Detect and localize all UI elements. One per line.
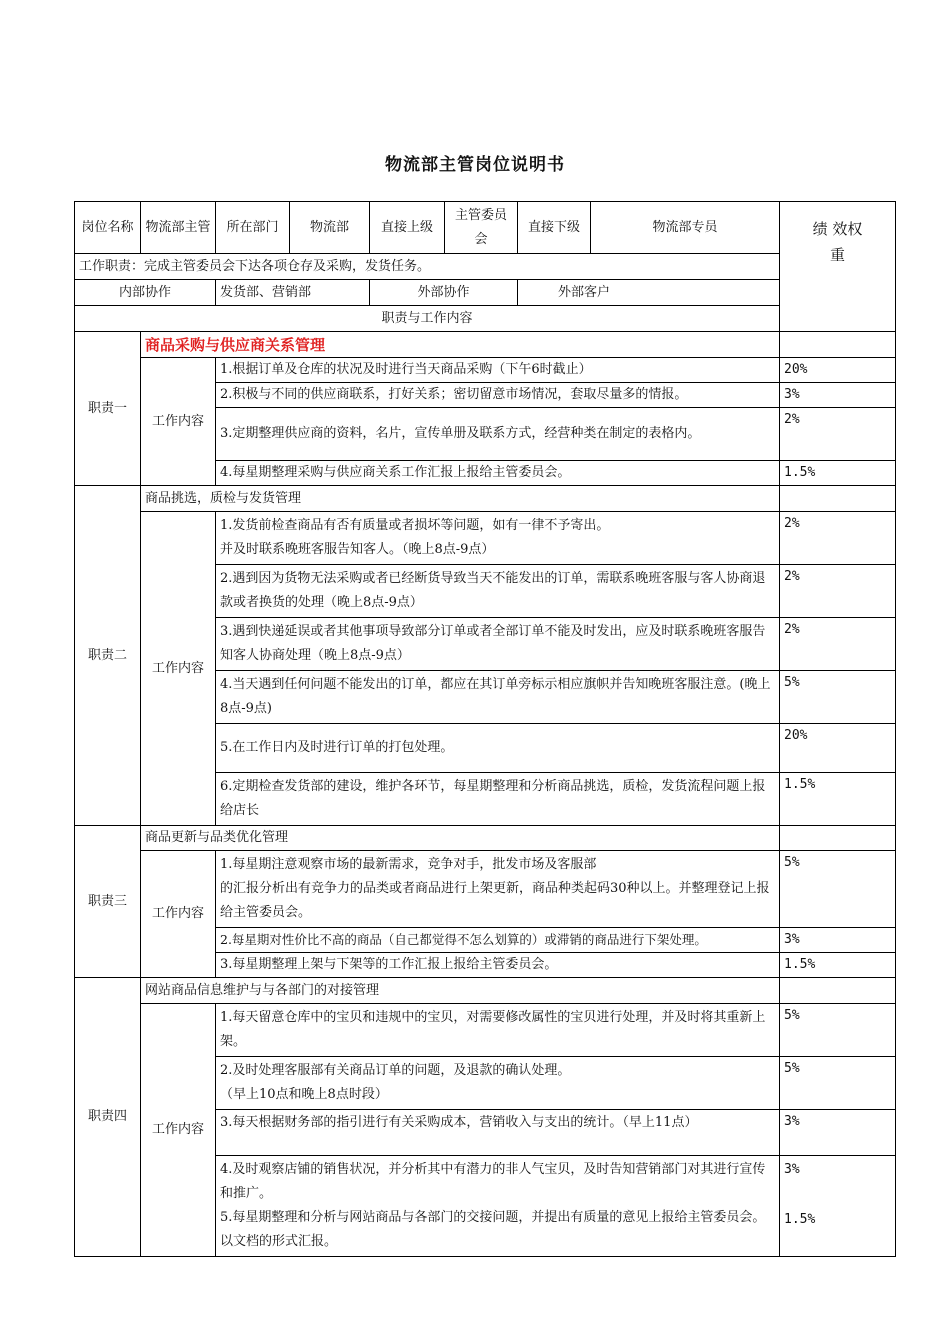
weight-value: 5% bbox=[780, 671, 896, 724]
duty-label: 职责二 bbox=[75, 486, 141, 826]
duty-label: 职责一 bbox=[75, 332, 141, 486]
duty-label: 职责三 bbox=[75, 826, 141, 978]
weight-value: 1.5% bbox=[780, 461, 896, 486]
weight-cell bbox=[780, 978, 896, 1004]
internal-value: 发货部、营销部 bbox=[216, 280, 370, 306]
duty-item-line: 并及时联系晚班客服告知客人。（晚上8点-9点） bbox=[220, 542, 495, 557]
duty-item-line: 1.每星期注意观察市场的最新需求，竞争对手，批发市场及客服部 bbox=[220, 857, 597, 872]
weight-value: 20% bbox=[780, 358, 896, 383]
duty-item-line: 2.及时处理客服部有关商品订单的问题，及退款的确认处理。 bbox=[220, 1063, 571, 1078]
subordinate-label: 直接下级 bbox=[518, 202, 591, 254]
weight-value: 3% bbox=[780, 383, 896, 408]
weight-value: 2% bbox=[780, 512, 896, 565]
weight-value: 5% bbox=[780, 1057, 896, 1110]
weight-header: 绩 效权重 bbox=[780, 202, 896, 332]
weight-cell bbox=[780, 332, 896, 358]
dept: 物流部 bbox=[290, 202, 370, 254]
external-label: 外部协作 bbox=[370, 280, 518, 306]
duty-title: 商品挑选，质检与发货管理 bbox=[141, 486, 780, 512]
weight-value: 3% bbox=[780, 1110, 896, 1156]
weight-value: 1.5% bbox=[780, 953, 896, 978]
duty-item: 3.每星期整理上架与下架等的工作汇报上报给主管委员会。 bbox=[216, 953, 780, 978]
duty-item bbox=[216, 512, 780, 565]
work-label: 工作内容 bbox=[141, 1004, 216, 1257]
weight-value: 5% bbox=[780, 851, 896, 928]
weight-line: 3% bbox=[784, 1162, 800, 1177]
weight-line: 1.5% bbox=[784, 1212, 816, 1227]
work-label: 工作内容 bbox=[141, 851, 216, 978]
duty-title: 网站商品信息维护与与各部门的对接管理 bbox=[141, 978, 780, 1004]
section-label: 职责与工作内容 bbox=[75, 306, 780, 332]
weight-cell bbox=[780, 826, 896, 851]
duty-item: 6.定期检查发货部的建设，维护各环节，每星期整理和分析商品挑选，质检，发货流程问题上报给店长 bbox=[216, 773, 780, 826]
duty-item: 2.每星期对性价比不高的商品（自己都觉得不怎么划算的）或滞销的商品进行下架处理。 bbox=[216, 928, 780, 953]
duty-item: 1.每天留意仓库中的宝贝和违规中的宝贝，对需要修改属性的宝贝进行处理，并及时将其重新上架。 bbox=[216, 1004, 780, 1057]
duty-item: 1.根据订单及仓库的状况及时进行当天商品采购（下午6时截止） bbox=[216, 358, 780, 383]
duty-item: 5.在工作日内及时进行订单的打包处理。 bbox=[216, 724, 780, 773]
duty-item: 2.遇到因为货物无法采购或者已经断货导致当天不能发出的订单，需联系晚班客服与客人协商退款或者换货的处理（晚上8点-9点） bbox=[216, 565, 780, 618]
internal-label: 内部协作 bbox=[75, 280, 216, 306]
duty-item: 4.当天遇到任何问题不能发出的订单，都应在其订单旁标示相应旗帜并告知晚班客服注意。(晚上8点-9点) bbox=[216, 671, 780, 724]
duty-label: 职责四 bbox=[75, 978, 141, 1257]
weight-value: 3% bbox=[780, 928, 896, 953]
duty-item-line: 5.每星期整理和分析与网站商品与各部门的交接问题，并提出有质量的意见上报给主管委员会。以文档的形式汇报。 bbox=[220, 1210, 766, 1249]
weight-value: 1.5% bbox=[780, 773, 896, 826]
duty-item: 2.积极与不同的供应商联系，打好关系；密切留意市场情况，套取尽量多的情报。 bbox=[216, 383, 780, 408]
duty-title: 商品更新与品类优化管理 bbox=[141, 826, 780, 851]
page-title: 物流部主管岗位说明书 bbox=[385, 155, 565, 175]
dept-label: 所在部门 bbox=[216, 202, 290, 254]
superior: 主管委员会 bbox=[445, 202, 518, 254]
subordinate: 物流部专员 bbox=[591, 202, 780, 254]
weight-value bbox=[780, 1156, 896, 1257]
duty-item bbox=[216, 851, 780, 928]
weight-value: 2% bbox=[780, 565, 896, 618]
superior-label: 直接上级 bbox=[370, 202, 445, 254]
weight-value: 2% bbox=[780, 408, 896, 461]
work-label: 工作内容 bbox=[141, 512, 216, 826]
duty-title: 商品采购与供应商关系管理 bbox=[141, 332, 780, 358]
duty-item bbox=[216, 1057, 780, 1110]
post-name-label: 岗位名称 bbox=[75, 202, 141, 254]
job-description-table bbox=[74, 201, 896, 1257]
duty-item bbox=[216, 1156, 780, 1257]
duty-summary: 工作职责：完成主管委员会下达各项仓存及采购，发货任务。 bbox=[75, 254, 780, 280]
external-value: 外部客户 bbox=[518, 280, 780, 306]
weight-value: 2% bbox=[780, 618, 896, 671]
duty-item: 3.每天根据财务部的指引进行有关采购成本，营销收入与支出的统计。（早上11点） bbox=[216, 1110, 780, 1156]
weight-cell bbox=[780, 486, 896, 512]
post-name: 物流部主管 bbox=[141, 202, 216, 254]
duty-item-line: 的汇报分析出有竞争力的品类或者商品进行上架更新，商品种类起码30种以上。并整理登记上报给主管委员会。 bbox=[220, 881, 770, 920]
duty-item-line: （早上10点和晚上8点时段） bbox=[220, 1087, 388, 1102]
duty-item-line: 4.及时观察店铺的销售状况，并分析其中有潜力的非人气宝贝，及时告知营销部门对其进行宣传和推广。 bbox=[220, 1162, 766, 1201]
work-label: 工作内容 bbox=[141, 358, 216, 486]
duty-item-line: 1.发货前检查商品有否有质量或者损坏等问题，如有一律不予寄出。 bbox=[220, 518, 610, 533]
duty-item: 3.定期整理供应商的资料，名片，宣传单册及联系方式，经营种类在制定的表格内。 bbox=[216, 408, 780, 461]
weight-value: 20% bbox=[780, 724, 896, 773]
duty-item: 4.每星期整理采购与供应商关系工作汇报上报给主管委员会。 bbox=[216, 461, 780, 486]
duty-item: 3.遇到快递延误或者其他事项导致部分订单或者全部订单不能及时发出，应及时联系晚班客服告知客人协商处理（晚上8点-9点） bbox=[216, 618, 780, 671]
weight-value: 5% bbox=[780, 1004, 896, 1057]
